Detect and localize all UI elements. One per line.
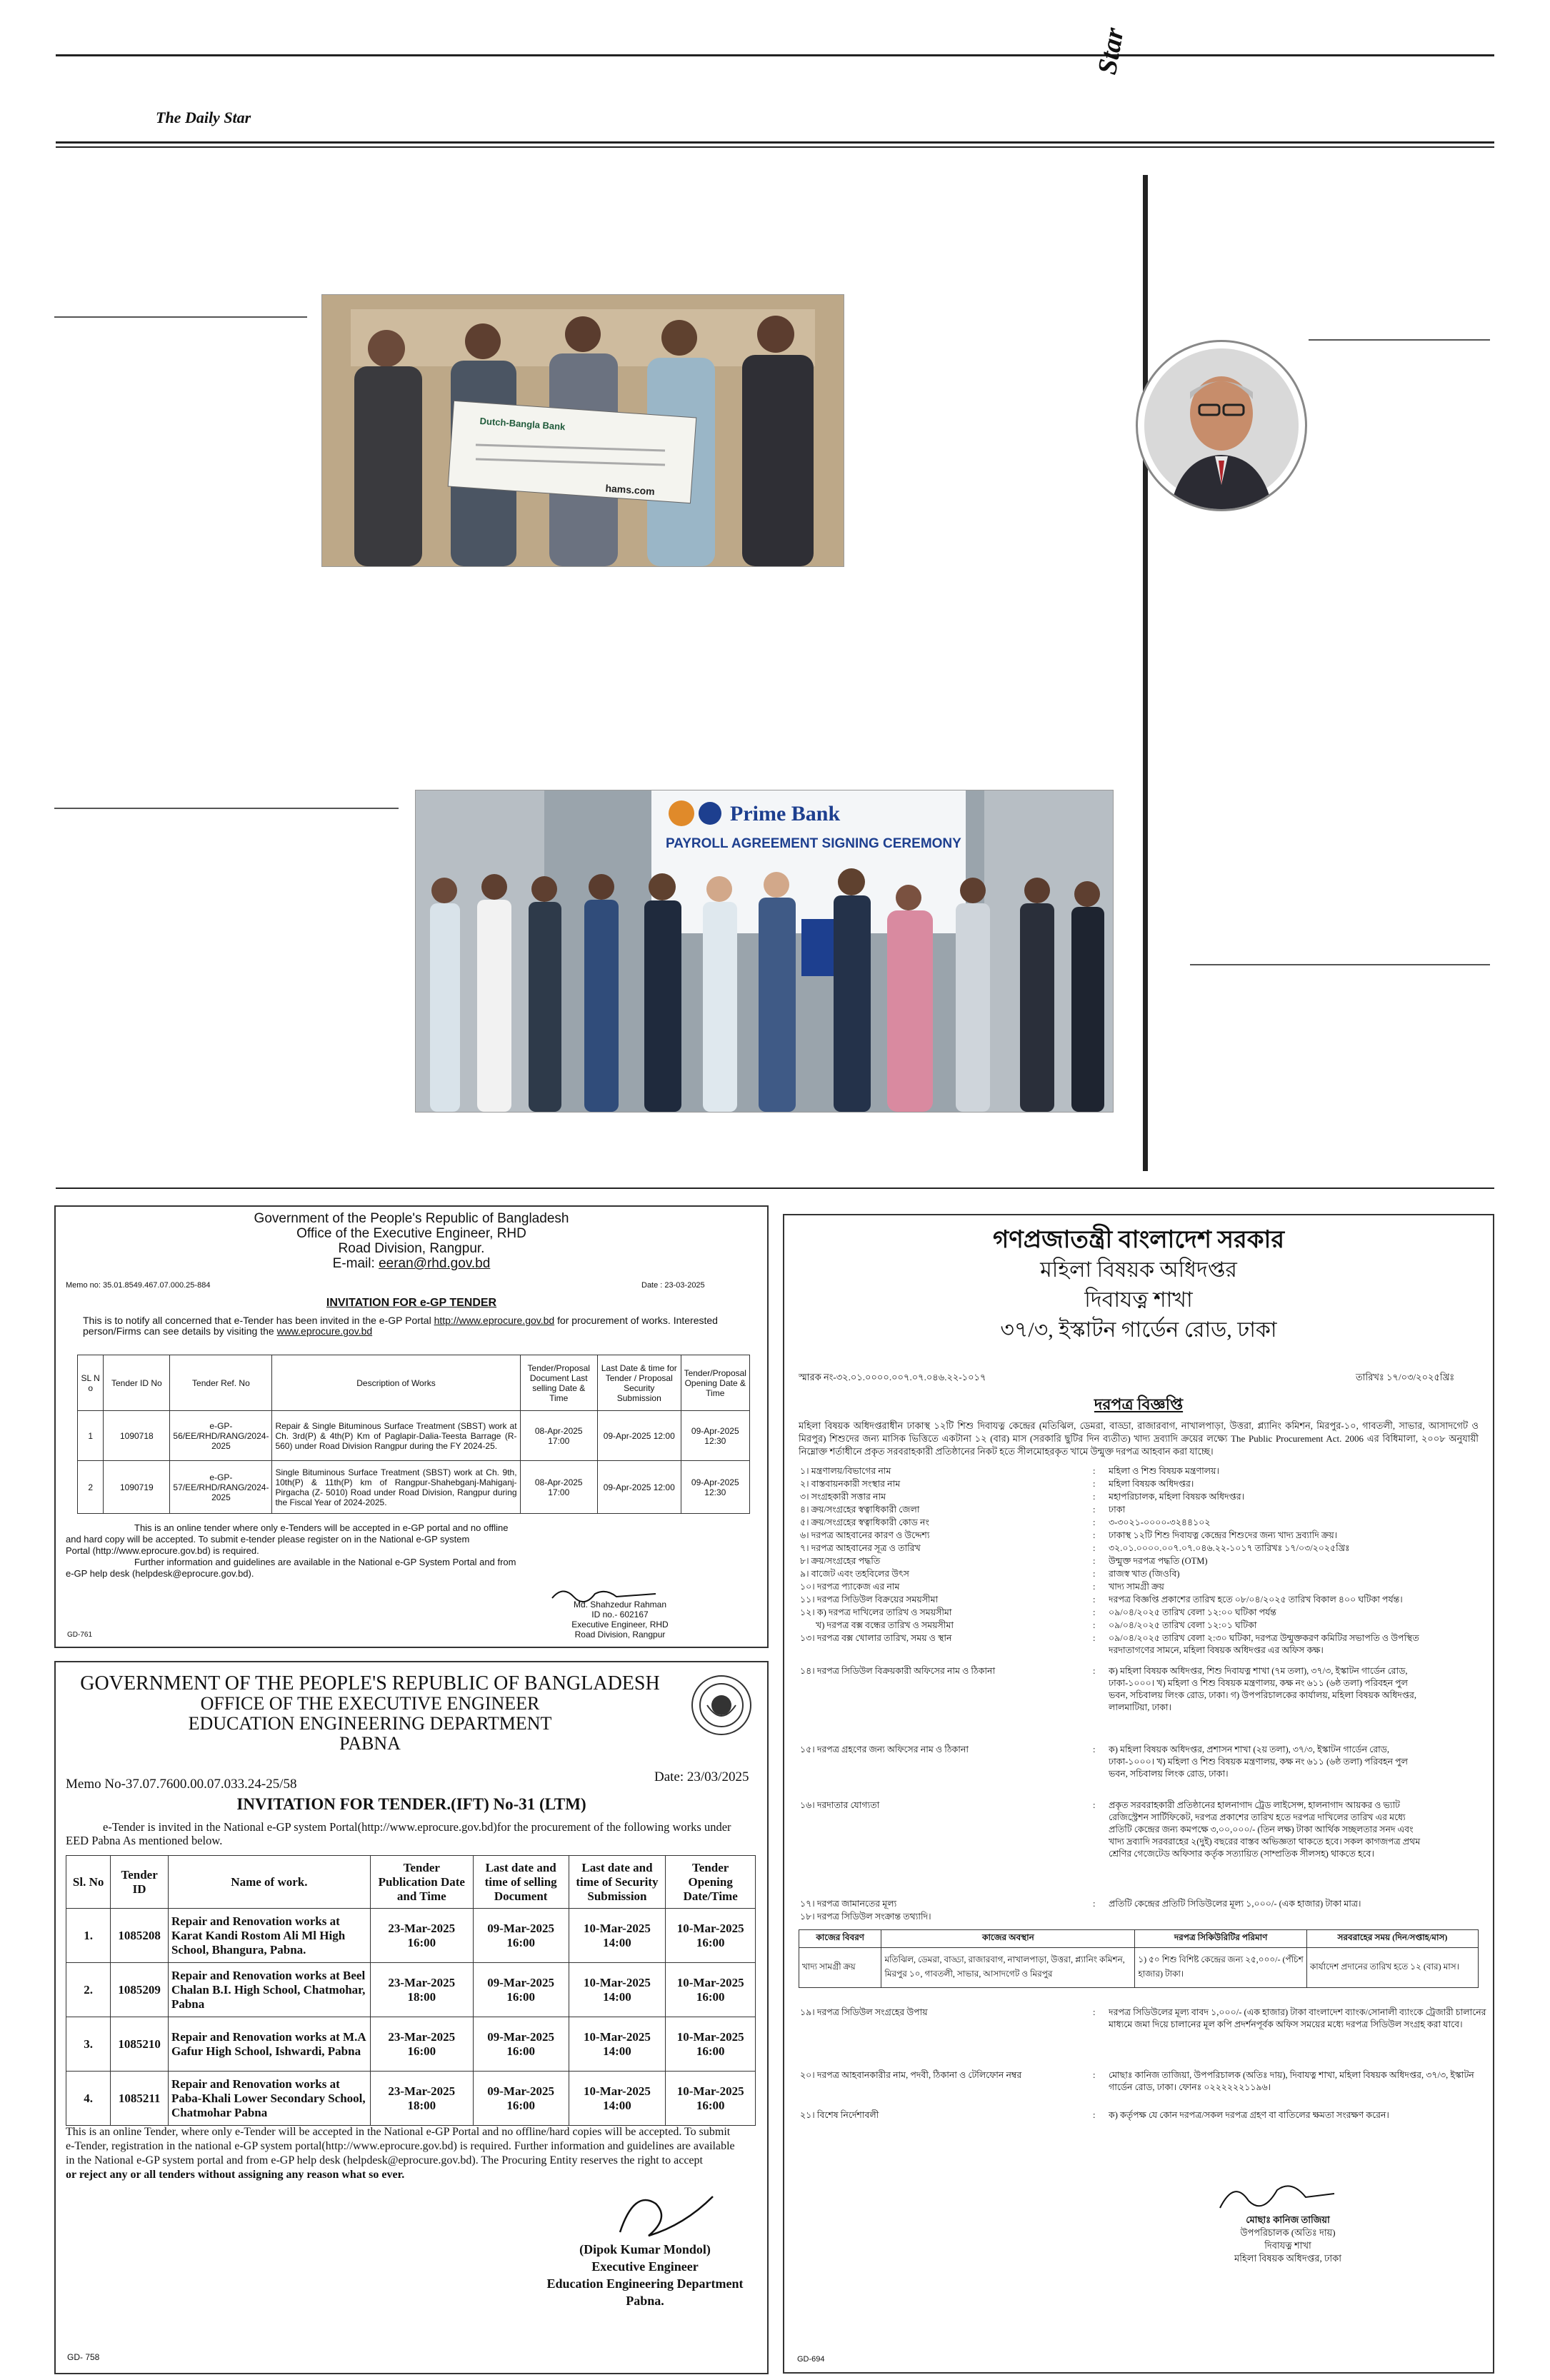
ad1-intro-link-2[interactable]: www.eprocure.gov.bd <box>276 1325 373 1337</box>
ad2-tender-table <box>66 1855 756 2126</box>
column-rule-left-1 <box>54 316 307 318</box>
cheque-bank-name: Dutch-Bangla Bank <box>479 415 566 433</box>
table-row: 2. 1085209 Repair and Renovation works at Beel Chalan B.I. High School, Chatmohar, Pabna 23-Mar-2025 18:00 09-Mar-2025 16:00 10-Mar-2025 14:00 10-Mar-2025 16:00 <box>66 1963 756 2017</box>
ad1-th-opening: Tender/Proposal Opening Date & Time <box>681 1355 749 1411</box>
ad1-th-ref: Tender Ref. No <box>170 1355 272 1411</box>
ad2-footer: This is an online Tender, where only e-Tender will be accepted in the National e-GP Portal and no offline/hard copies will be accepted. To submit e-Tender, registration in the national e-GP system portal(http://www.eprocure.gov.bd) is required. Further information and guidelines are available in the National e-GP system portal and from e-GP help desk (helpdesk@eprocure.gov.bd). The Procuring Entity reserves the right to accept or reject any or all tenders without assigning any reason what so ever. <box>66 2126 735 2181</box>
ad3-intro: মহিলা বিষয়ক অধিদপ্তরাধীন ঢাকাস্থ ১২টি শিশু দিবাযত্ন কেন্দ্রের (মতিঝিল, ডেমরা, বাড্ডা, রাজারবাগ, নাখালপাড়া, উত্তরা, প্ল্যানিং কমিশন, মিরপুর-১০, গাবতলী, সাভার, আসাদগেট ও মিরপুর) শিশুদের জন্য মাসিক ভিত্তিতে একটানা ১২ (বার) মাস (সরকারি ছুটির দিন ব্যতীত) খাদ্য দ্রব্যাদি ক্রয়ের লক্ষ্যে The Public Procurement Act. 2006 এর বিধিমালা, ২০০৮ অনুযায়ী নিম্নোক্ত শর্তাধীনে প্রকৃত সরবরাহকারী প্রতিষ্ঠানের নিকট হতে সীলমোহরকৃত খামে উন্মুক্ত দরপত্র আহবান করা যাচ্ছে। <box>799 1420 1479 1457</box>
ad2-header: GOVERNMENT OF THE PEOPLE'S REPUBLIC OF BANGLADESH OFFICE OF THE EXECUTIVE ENGINEER EDUCATION ENGINEERING DEPARTMENT PABNA <box>80 1672 660 1754</box>
ad3-header: গণপ্রজাতন্ত্রী বাংলাদেশ সরকার মহিলা বিষয়ক অধিদপ্তর দিবাযত্ন শাখা ৩৭/৩, ইস্কাটন গার্ডেন রোড, ঢাকা <box>992 1227 1285 1342</box>
ad2-memo: Memo No-37.07.7600.00.07.033.24-25/58 <box>66 1777 297 1792</box>
masthead-rule-2 <box>56 146 1494 148</box>
vertical-column-divider <box>1143 175 1148 1171</box>
eed-pabna-tender-ad <box>54 1661 769 2374</box>
bank-name: Prime Bank <box>730 802 841 825</box>
ad3-signature <box>1213 2176 1341 2219</box>
portrait-illustration <box>1138 342 1305 509</box>
mohila-bishoyok-tender-ad: গণপ্রজাতন্ত্রী বাংলাদেশ সরকার মহিলা বিষয়ক অধিদপ্তর দিবাযত্ন শাখা ৩৭/৩, ইস্কাটন গার্ডেন রোড, ঢাকা স্মারক নং-৩২.০১.০০০০.০০৭.০৭.০৪৬.২২-১০১৭ তারিখঃ ১৭/০৩/২০২৫খ্রিঃ দরপত্র বিজ্ঞপ্তি মহিলা বিষয়ক অধিদপ্তরাধীন ঢাকাস্থ ১২টি শিশু দিবাযত্ন কেন্দ্রের (মতিঝিল, ডেমরা, বাড্ডা, রাজারবাগ, নাখালপাড়া, উত্তরা, প্ল্যানিং কমিশন, মিরপুর-১০, গাবতলী, সাভার, আসাদগেট ও মিরপুর) শিশুদের জন্য মাসিক ভিত্তিতে একটানা ১২ (বার) মাস (সরকারি ছুটির দিন ব্যতীত) খাদ্য দ্রব্যাদি ক্রয়ের লক্ষ্যে The Public Procurement Act. 2006 এর বিধিমালা, ২০০৮ অনুযায়ী নিম্নোক্ত শর্তাধীনে প্রকৃত সরবরাহকারী প্রতিষ্ঠানের নিকট হতে সীলমোহরকৃত খামে উন্মুক্ত দরপত্র আহবান করা যাচ্ছে। ১। মন্ত্রণালয়/বিভাগের নাম : মহিলা ও শিশু বিষয়ক মন্ত্রণালয়। ২। বাস্তবায়নকারী সংস্থার নাম : মহিলা বিষয়ক অধিদপ্তর। ৩। সংগ্রহকারী সত্তার নাম : মহাপরিচালক, মহিলা বিষয়ক অধিদপ্তর। ৪। ক্রয়/সংগ্রহের স্বত্বাধিকারী জেলা : ঢাকা ৫। ক্রয়/সংগ্রহের স্বত্বাধিকারী কোড নং : ৩-৩০২১-০০০০-৩২৪৪১০২ ৬। দরপত্র আহবানের কারণ ও উদ্দেশ্য : ঢাকাস্থ ১২টি শিশু দিবাযত্ন কেন্দ্রের শিশুদের জন্য খাদ্য দ্রব্যাদি ক্রয়। ৭। দরপত্র আহবানের সূত্র ও তারিখ : ৩২.০১.০০০০.০০৭.০৭.০৪৬.২২-১০১৭ তারিখঃ ১৭/০৩/২০২৫খ্রিঃ ৮। ক্রয়/সংগ্রহের পদ্ধতি : উন্মুক্ত দরপত্র পদ্ধতি (OTM) ৯। বাজেট এবং তহবিলের উৎস : রাজস্ব খাত (জিওবি) ১০। দরপত্র প্যাকেজ এর নাম : খাদ্য সামগ্রী ক্রয় ১১। দরপত্র সিডিউল বিক্রয়ের সময়সীমা : দরপত্র বিজ্ঞপ্তি প্রকাশের তারিখ হতে ০৮/০৪/২০২৫ তারিখ বিকাল ৪০০ ঘটিকা পর্যন্ত। ১২। ক) দরপত্র দাখিলের তারিখ ও সময়সীমা : ০৯/০৪/২০২৫ তারিখ বেলা ১২:০০ ঘটিকা পর্যন্ত খ) দরপত্র বক্স বন্ধের তারিখ ও সময়সীমা : ০৯/০৪/২০২৫ তারিখ বেলা ১২:০১ ঘটিকা ১৩। দরপত্র বক্স খোলার তারিখ, সময় ও স্থান : ০৯/০৪/২০২৫ তারিখ বেলা ২:৩০ ঘটিকা, দরপত্র উন্মুক্তকরণ কমিটির সভাপতি ও উপস্থিত দরদাতাগণের সামনে, মহিলা বিষয়ক অধিদপ্তর এর অফিস কক্ষ। ১৪। দরপত্র সিডিউল বিক্রয়কারী অফিসের নাম ও ঠিকানা : ক) মহিলা বিষয়ক অধিদপ্তর, শিশু দিবাযত্ন শাখা (৭ম তলা), ৩৭/৩, ইস্কাটন গার্ডেন রোড, ঢাকা-১০০০। খ) মহিলা ও শিশু বিষয়ক মন্ত্রণালয়, কক্ষ নং ৬১১ (৬ষ্ঠ তলা) পরিবহন পুল ভবন, সচিবালয় লিংক রোড, ঢাকা। গ) উপপরিচালকের কার্যালয়, মহিলা বিষয়ক অধিদপ্তর, লালমাটিয়া, ঢাকা। ১৫। দরপত্র গ্রহণের জন্য অফিসের নাম ও ঠিকানা : ক) মহিলা বিষয়ক অধিদপ্তর, প্রশাসন শাখা (২য় তলা), ৩৭/৩, ইস্কাটন গার্ডেন রোড, ঢাকা-১০০০। খ) মহিলা ও শিশু বিষয়ক মন্ত্রণালয়, কক্ষ নং ৬১১ (৬ষ্ঠ তলা) পরিবহন পুল ভবন, সচিবালয় লিংক রোড, ঢাকা। ১৬। দরদাতার যোগ্যতা : প্রকৃত সরবরাহকারী প্রতিষ্ঠানের হালনাগাদ ট্রেড লাইসেন্স, হালনাগাদ আয়কর ও ভ্যাট রেজিস্ট্রেশন সার্টিফিকেট, দরপত্র প্রকাশের তারিখ হতে দরপত্র দাখিলের তারিখ এর মধ্যে প্রতিটি কেন্দ্রের জন্য কমপক্ষে ৩,০০,০০০/- (তিন লক্ষ) টাকা আর্থিক সচ্ছলতার সনদ এবং খাদ্য দ্রব্যাদি সরবরাহের ২(দুই) বছরের বাস্তব অভিজ্ঞতা থাকতে হবে। সকল কাগজপত্র প্রথম শ্রেণির গেজেটেড অফিসার কর্তৃক সত্যায়িত (সাম্প্রতিক সীলসহ) থাকতে হবে। ১৭। দরপত্র জামানতের মূল্য : প্রতিটি কেন্দ্রের প্রতিটি সিডিউলের মূল্য ১,০০০/- (এক হাজার) টাকা মাত্র। ১৮। দরপত্র সিডিউল সংক্রান্ত তথ্যাদি। কাজের বিবরণ কাজের অবস্থান দরপত্র সিকিউরিটির পরিমাণ সরবরাহের সময় (দিন/সপ্তাহ/মাস) খাদ্য সামগ্রী ক্রয় মতিঝিল, ডেমরা, বাড্ডা, রাজারবাগ, নাখালপাড়া, উত্তরা, প্ল্যানিং কমিশন, মিরপুর ১০, গাবতলী, সাভার, আসাদগেট ও মিরপুর ১) ৫০ শিশু বিশিষ্ট কেন্দ্রের জন্য ২৫,০০০/- (পঁচিশ হাজার) টাকা। কার্যাদেশ প্রদানের তারিখ হতে ১২ (বার) মাস। ১৯। দরপত্র সিডিউল সংগ্রহের উপায় : দরপত্র সিডিউলের মূল্য বাবদ ১,০০০/- (এক হাজার) টাকা বাংলাদেশ ব্যাংক/সোনালী ব্যাংকে ট্রেজারী চালানের মাধ্যমে জমা দিয়ে চালানের মূল কপি প্রদর্শনপূর্বক অফিস সময়ের মধ্যে দরপত্র সিডিউল সংগ্রহ করা যাবে। ২০। দরপত্র আহবানকারীর নাম, পদবী, ঠিকানা ও টেলিফোন নম্বর : মোছাঃ কানিজ তাজিয়া, উপপরিচালক (অতিঃ দায়), দিবাযত্ন শাখা, মহিলা বিষয়ক অধিদপ্তর, ৩৭/৩, ইস্কাটন গার্ডেন রোড, ঢাকা। ফোনঃ ০২২২২২২১১৯৬। ২১। বিশেষ নির্দেশাবলী : ক) কর্তৃপক্ষ যে কোন দরপত্র/সকল দরপত্র গ্রহণ বা বাতিলের ক্ষমতা সংরক্ষণ করেন। মোছাঃ কানিজ তাজিয়া উপপরিচালক (অতিঃ দায়) দিবাযত্ন শাখা মহিলা বিষয়ক অধিদপ্তর, ঢাকা GD-694 <box>783 1214 1494 2374</box>
ad1-th-desc: Description of Works <box>272 1355 520 1411</box>
ad2-signatory: (Dipok Kumar Mondol) Executive Engineer Education Engineering Department Pabna. <box>546 2242 744 2308</box>
ad2-th-id: Tender ID <box>111 1856 169 1909</box>
table-row: 1 1090718 e-GP-56/EE/RHD/RANG/2024-2025 Repair & Single Bituminous Surface Treatment (SBST) work at Ch. 3rd(P) & 4th(P) Km of Paglapir-Dalia-Teesta Barrage (R-560) under Road Division Rangpur during the FY 2024-25. 08-Apr-2025 17:00 09-Apr-2025 12:00 09-Apr-2025 12:30 <box>78 1411 750 1461</box>
ad1-th-sl: SL N o <box>78 1355 104 1411</box>
table-row: 4. 1085211 Repair and Renovation works at Paba-Khali Lower Secondary School, Chatmohar Pabna 23-Mar-2025 18:00 09-Mar-2025 16:00 10-Mar-2025 14:00 10-Mar-2025 16:00 <box>66 2072 756 2126</box>
ad2-th-name: Name of work. <box>168 1856 370 1909</box>
ad2-th-publication: Tender Publication Date and Time <box>370 1856 473 1909</box>
ad1-th-selling: Tender/Proposal Document Last selling Date & Time <box>520 1355 597 1411</box>
ad3-memo: স্মারক নং-৩২.০১.০০০০.০০৭.০৭.০৪৬.২২-১০১৭ <box>799 1372 986 1382</box>
ads-section-rule <box>56 1188 1494 1189</box>
daily-star-logo: The Daily Star <box>156 109 251 126</box>
ad3-date: তারিখঃ ১৭/০৩/২০২৫খ্রিঃ <box>1356 1372 1455 1382</box>
cheque-board <box>448 401 696 503</box>
ad1-intro-link[interactable]: http://www.eprocure.gov.bd <box>434 1315 555 1326</box>
ad1-gd: GD-761 <box>67 1631 93 1639</box>
ad2-signature <box>606 2182 727 2246</box>
cheque-handover-photo <box>321 294 844 567</box>
table-row: 1. 1085208 Repair and Renovation works at Karat Kandi Rostom Ali Ml High School, Bhangura, Pabna. 23-Mar-2025 16:00 09-Mar-2025 16:00 10-Mar-2025 14:00 10-Mar-2025 16:00 <box>66 1909 756 1963</box>
cheque-handover-illustration <box>322 295 844 566</box>
column-rule-right-2 <box>1190 964 1490 965</box>
payroll-ceremony-illustration <box>416 790 1113 1112</box>
ad2-date: Date: 23/03/2025 <box>654 1769 749 1784</box>
ad2-intro: e-Tender is invited in the National e-GP system Portal(http://www.eprocure.gov.bd)for the procurement of the following works under EED Pabna As mentioned below. <box>66 1820 731 1847</box>
table-row: 2 1090719 e-GP-57/EE/RHD/RANG/2024-2025 Single Bituminous Surface Treatment (SBST) work at Ch. 9th, 10th(P) & 11th(P) km of Rangpur-Shahebganj-Mahiganj-Pirgacha (Z- 5010) Road under Road Division, Rangpur during the Fiscal Year of 2024-2025. 08-Apr-2025 17:00 09-Apr-2025 12:00 09-Apr-2025 12:30 <box>78 1461 750 1514</box>
ad3-items: ১। মন্ত্রণালয়/বিভাগের নাম : মহিলা ও শিশু বিষয়ক মন্ত্রণালয়। ২। বাস্তবায়নকারী সংস্থার নাম : মহিলা বিষয়ক অধিদপ্তর। ৩। সংগ্রহকারী সত্তার নাম : মহাপরিচালক, মহিলা বিষয়ক অধিদপ্তর। ৪। ক্রয়/সংগ্রহের স্বত্বাধিকারী জেলা : ঢাকা ৫। ক্রয়/সংগ্রহের স্বত্বাধিকারী কোড নং : ৩-৩০২১-০০০০-৩২৪৪১০২ ৬। দরপত্র আহবানের কারণ ও উদ্দেশ্য : ঢাকাস্থ ১২টি শিশু দিবাযত্ন কেন্দ্রের শিশুদের জন্য খাদ্য দ্রব্যাদি ক্রয়। ৭। দরপত্র আহবানের সূত্র ও তারিখ : ৩২.০১.০০০০.০০৭.০৭.০৪৬.২২-১০১৭ তারিখঃ ১৭/০৩/২০২৫খ্রিঃ ৮। ক্রয়/সংগ্রহের পদ্ধতি : উন্মুক্ত দরপত্র পদ্ধতি (OTM) ৯। বাজেট এবং তহবিলের উৎস : রাজস্ব খাত (জিওবি) ১০। দরপত্র প্যাকেজ এর নাম : খাদ্য সামগ্রী ক্রয় ১১। দরপত্র সিডিউল বিক্রয়ের সময়সীমা : দরপত্র বিজ্ঞপ্তি প্রকাশের তারিখ হতে ০৮/০৪/২০২৫ তারিখ বিকাল ৪০০ ঘটিকা পর্যন্ত। ১২। ক) দরপত্র দাখিলের তারিখ ও সময়সীমা : ০৯/০৪/২০২৫ তারিখ বেলা ১২:০০ ঘটিকা পর্যন্ত খ) দরপত্র বক্স বন্ধের তারিখ ও সময়সীমা : ০৯/০৪/২০২৫ তারিখ বেলা ১২:০১ ঘটিকা ১৩। দরপত্র বক্স খোলার তারিখ, সময় ও স্থান : ০৯/০৪/২০২৫ তারিখ বেলা ২:৩০ ঘটিকা, দরপত্র উন্মুক্তকরণ কমিটির সভাপতি ও উপস্থিত দরদাতাগণের সামনে, মহিলা বিষয়ক অধিদপ্তর এর অফিস কক্ষ। ১৪। দরপত্র সিডিউল বিক্রয়কারী অফিসের নাম ও ঠিকানা : ক) মহিলা বিষয়ক অধিদপ্তর, শিশু দিবাযত্ন শাখা (৭ম তলা), ৩৭/৩, ইস্কাটন গার্ডেন রোড, ঢাকা-১০০০। খ) মহিলা ও শিশু বিষয়ক মন্ত্রণালয়, কক্ষ নং ৬১১ (৬ষ্ঠ তলা) পরিবহন পুল ভবন, সচিবালয় লিংক রোড, ঢাকা। গ) উপপরিচালকের কার্যালয়, মহিলা বিষয়ক অধিদপ্তর, লালমাটিয়া, ঢাকা। ১৫। দরপত্র গ্রহণের জন্য অফিসের নাম ও ঠিকানা : ক) মহিলা বিষয়ক অধিদপ্তর, প্রশাসন শাখা (২য় তলা), ৩৭/৩, ইস্কাটন গার্ডেন রোড, ঢাকা-১০০০। খ) মহিলা ও শিশু বিষয়ক মন্ত্রণালয়, কক্ষ নং ৬১১ (৬ষ্ঠ তলা) পরিবহন পুল ভবন, সচিবালয় লিংক রোড, ঢাকা। ১৬। দরদাতার যোগ্যতা : প্রকৃত সরবরাহকারী প্রতিষ্ঠানের হালনাগাদ ট্রেড লাইসেন্স, হালনাগাদ আয়কর ও ভ্যাট রেজিস্ট্রেশন সার্টিফিকেট, দরপত্র প্রকাশের তারিখ হতে দরপত্র দাখিলের তারিখ এর মধ্যে প্রতিটি কেন্দ্রের জন্য কমপক্ষে ৩,০০,০০০/- (তিন লক্ষ) টাকা আর্থিক সচ্ছলতার সনদ এবং খাদ্য দ্রব্যাদি সরবরাহের ২(দুই) বছরের বাস্তব অভিজ্ঞতা থাকতে হবে। সকল কাগজপত্র প্রথম শ্রেণির গেজেটেড অফিসার কর্তৃক সত্যায়িত (সাম্প্রতিক সীলসহ) থাকতে হবে। ১৭। দরপত্র জামানতের মূল্য : প্রতিটি কেন্দ্রের প্রতিটি সিডিউলের মূল্য ১,০০০/- (এক হাজার) টাকা মাত্র। ১৮। দরপত্র সিডিউল সংক্রান্ত তথ্যাদি। <box>800 1466 1421 1922</box>
ad3-signatory: মোছাঃ কানিজ তাজিয়া উপপরিচালক (অতিঃ দায়) দিবাযত্ন শাখা মহিলা বিষয়ক অধিদপ্তর, ঢাকা <box>1234 2214 1341 2264</box>
ad1-signatory: Md. Shahzedur Rahman ID no.- 602167 Executive Engineer, RHD Road Division, Rangpur <box>571 1600 669 1640</box>
masthead-rule-1 <box>56 141 1494 144</box>
bank-logo-mark <box>669 800 694 826</box>
ad1-th-id: Tender ID No <box>104 1355 170 1411</box>
top-rule <box>56 54 1494 56</box>
star-logo: Star <box>1091 25 1130 77</box>
ad1-tender-table <box>77 1355 750 1514</box>
payroll-ceremony-photo <box>415 790 1114 1113</box>
ad1-email[interactable]: eeran@rhd.gov.bd <box>379 1256 491 1271</box>
ad1-title: INVITATION FOR e-GP TENDER <box>326 1297 497 1309</box>
ad1-memo: Memo no: 35.01.8549.467.07.000.25-884 <box>66 1281 211 1290</box>
table-row: খাদ্য সামগ্রী ক্রয় মতিঝিল, ডেমরা, বাড্ডা, রাজারবাগ, নাখালপাড়া, উত্তরা, প্ল্যানিং কমিশন, মিরপুর ১০, গাবতলী, সাভার, আসাদগেট ও মিরপুর ১) ৫০ শিশু বিশিষ্ট কেন্দ্রের জন্য ২৫,০০০/- (পঁচিশ হাজার) টাকা। কার্যাদেশ প্রদানের তারিখ হতে ১২ (বার) মাস। <box>799 1948 1479 1988</box>
ad3-title: দরপত্র বিজ্ঞপ্তি <box>1094 1395 1184 1413</box>
ad3-gd: GD-694 <box>797 2355 825 2364</box>
table-row: 3. 1085210 Repair and Renovation works at M.A Gafur High School, Ishwardi, Pabna 23-Mar-2025 16:00 09-Mar-2025 16:00 10-Mar-2025 14:00 10-Mar-2025 16:00 <box>66 2017 756 2072</box>
ad2-th-selling: Last date and time of selling Document <box>473 1856 569 1909</box>
column-rule-right-1 <box>1309 339 1490 341</box>
ad1-intro: This is to notify all concerned that e-Tender has been invited in the e-GP Portal http://www.eprocure.gov.bd for procurement of works. Interested person/Firms can see details by visiting the www.eprocure.gov.bd <box>83 1315 718 1337</box>
cheque-brand: hams.com <box>605 482 656 498</box>
ad1-th-security: Last Date & time for Tender / Proposal Security Submission <box>597 1355 681 1411</box>
ceremony-banner-title: PAYROLL AGREEMENT SIGNING CEREMONY <box>666 836 961 851</box>
column-rule-left-2 <box>54 808 399 809</box>
rhd-rangpur-tender-ad <box>54 1205 769 1648</box>
bangladesh-govt-seal-icon <box>691 1675 751 1735</box>
columnist-portrait <box>1136 340 1307 511</box>
ad2-title: INVITATION FOR TENDER.(IFT) No-31 (LTM) <box>236 1795 586 1813</box>
ad2-gd: GD- 758 <box>67 2352 100 2362</box>
ad3-schedule-table: কাজের বিবরণ কাজের অবস্থান দরপত্র সিকিউরিটির পরিমাণ সরবরাহের সময় (দিন/সপ্তাহ/মাস) খাদ্য সামগ্রী ক্রয় মতিঝিল, ডেমরা, বাড্ডা, রাজারবাগ, নাখালপাড়া, উত্তরা, প্ল্যানিং কমিশন, মিরপুর ১০, গাবতলী, সাভার, আসাদগেট ও মিরপুর ১) ৫০ শিশু বিশিষ্ট কেন্দ্রের জন্য ২৫,০০০/- (পঁচিশ হাজার) টাকা। কার্যাদেশ প্রদানের তারিখ হতে ১২ (বার) মাস। <box>799 1929 1479 1988</box>
ad1-footer: This is an online tender where only e-Tenders will be accepted in e-GP portal and no offline and hard copy will be accepted. To submit e-tender please register on in the National e-GP system Portal (http://www.eprocure.gov.bd) is required. Further information and guidelines are available in the National e-GP System Portal and from e-GP help desk (helpdesk@eprocure.gov.bd). <box>66 1522 516 1579</box>
ad2-th-security: Last date and time of Security Submission <box>569 1856 666 1909</box>
ad2-th-opening: Tender Opening Date/Time <box>666 1856 756 1909</box>
ad1-date: Date : 23-03-2025 <box>641 1281 705 1290</box>
ad2-th-sl: Sl. No <box>66 1856 111 1909</box>
ad1-header: Government of the People's Republic of Bangladesh Office of the Executive Engineer, RHD Road Division, Rangpur. E-mail: eeran@rhd.gov.bd <box>254 1211 569 1271</box>
